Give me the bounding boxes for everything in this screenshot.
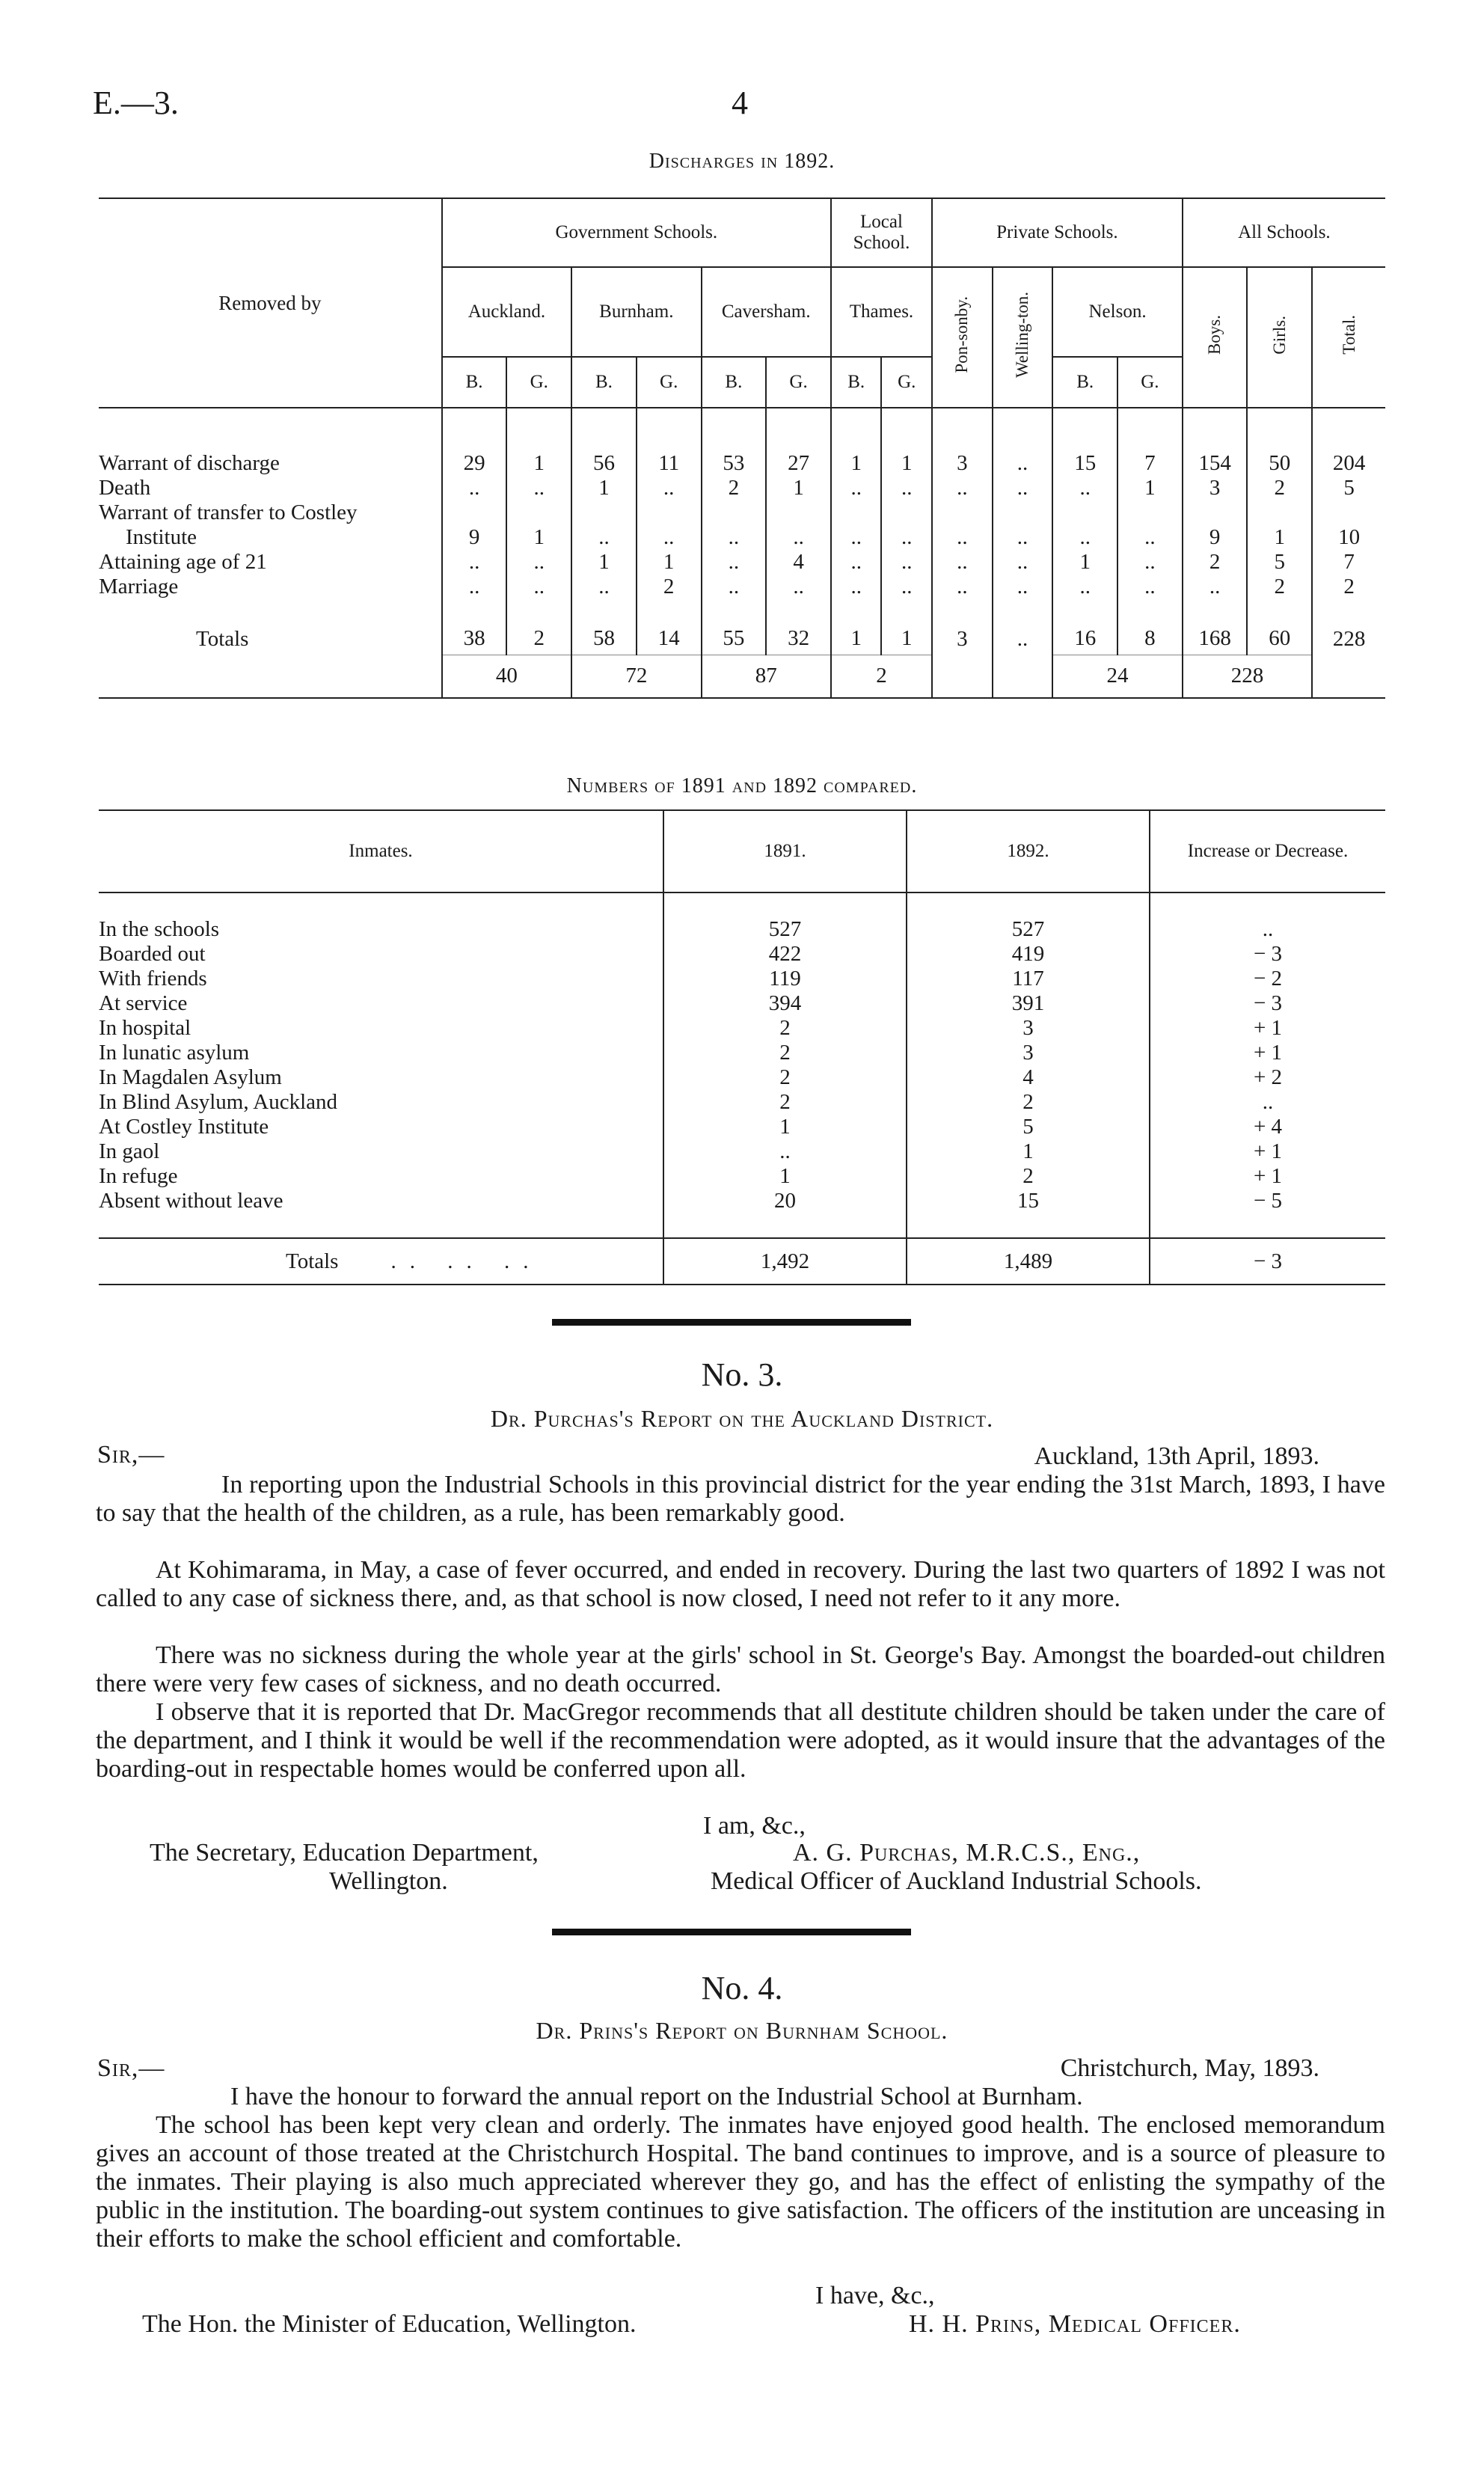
data-cell: .. xyxy=(1052,525,1117,550)
report3-closing: I am, &c., xyxy=(703,1812,806,1840)
report3-dateline: Auckland, 13th April, 1893. xyxy=(1034,1442,1319,1470)
row-label: In Magdalen Asylum xyxy=(99,1065,282,1089)
data-cell xyxy=(571,500,637,525)
data-cell: .. xyxy=(571,525,637,550)
report3-paragraph: I observe that it is reported that Dr. MacGregor recommends that all destitute children should be taken under the care of the department, and I think it would be well if the recommendation were adopted, as it would insure that the advantages of the boarding-out in respectable homes would be conferred upon all. xyxy=(96,1698,1385,1783)
subtotals-row xyxy=(99,655,1385,698)
value-1892: 2 xyxy=(907,1090,1150,1115)
total-cell: 14 xyxy=(637,623,702,655)
data-cell xyxy=(1183,500,1248,525)
value-1892: 419 xyxy=(907,942,1150,967)
data-cell: 27 xyxy=(766,451,831,476)
col-header: G. xyxy=(1117,357,1183,408)
inmates-row xyxy=(99,1016,1385,1041)
row-label: Warrant of transfer to Costley xyxy=(99,500,358,524)
removed-by-header: Removed by xyxy=(99,198,442,408)
data-cell: 1 xyxy=(506,451,571,476)
value-1891: 394 xyxy=(663,991,907,1016)
data-cell: .. xyxy=(932,525,993,550)
value-change: − 5 xyxy=(1150,1189,1385,1213)
total-cell: 38 xyxy=(442,623,507,655)
data-cell: 3 xyxy=(932,451,993,476)
total-cell: 16 xyxy=(1052,623,1117,655)
subtotal-cell: 87 xyxy=(702,655,831,698)
data-cell: .. xyxy=(831,525,882,550)
data-cell: 1 xyxy=(1247,525,1312,550)
row-label: At Costley Institute xyxy=(99,1115,269,1139)
value-1891: 2 xyxy=(663,1065,907,1090)
data-cell: 154 xyxy=(1183,451,1248,476)
value-change: − 3 xyxy=(1150,991,1385,1016)
discharge-row xyxy=(99,575,1385,599)
report4-title: Dr. Prins's Report on Burnham School. xyxy=(536,2017,948,2044)
inmates-row xyxy=(99,942,1385,967)
data-cell xyxy=(1117,500,1183,525)
discharge-row xyxy=(99,550,1385,575)
table2-title: Numbers of 1891 and 1892 compared. xyxy=(566,774,918,797)
data-cell xyxy=(881,500,932,525)
col-header: G. xyxy=(766,357,831,408)
burnham-header: Burnham. xyxy=(571,267,701,357)
data-cell: 9 xyxy=(1183,525,1248,550)
report3-addressee: The Secretary, Education Department, xyxy=(150,1839,539,1867)
data-cell: .. xyxy=(831,550,882,575)
data-cell: 1 xyxy=(571,476,637,500)
data-cell: 56 xyxy=(571,451,637,476)
total-cell: 228 xyxy=(1312,623,1385,655)
value-1891: 527 xyxy=(663,917,907,942)
discharges-table xyxy=(99,198,1385,699)
data-cell: .. xyxy=(881,550,932,575)
gov-schools-header: Government Schools. xyxy=(442,198,831,267)
data-cell: .. xyxy=(932,550,993,575)
discharge-row xyxy=(99,476,1385,500)
auckland-header: Auckland. xyxy=(442,267,571,357)
value-1891: 119 xyxy=(663,967,907,991)
totals-row xyxy=(99,1238,1385,1285)
report4-number: No. 4. xyxy=(701,1970,783,2006)
data-cell: .. xyxy=(637,476,702,500)
data-cell: 2 xyxy=(702,476,767,500)
total-cell: 32 xyxy=(766,623,831,655)
value-change: − 3 xyxy=(1150,942,1385,967)
data-cell xyxy=(993,500,1053,525)
row-label: Absent without leave xyxy=(99,1189,283,1213)
section-divider xyxy=(552,1319,911,1326)
inmates-row xyxy=(99,1164,1385,1189)
data-cell: .. xyxy=(932,476,993,500)
data-cell xyxy=(702,500,767,525)
row-label: In lunatic asylum xyxy=(99,1041,250,1065)
data-cell: 7 xyxy=(1117,451,1183,476)
report4-closing: I have, &c., xyxy=(815,2282,935,2309)
year-1891-header: 1891. xyxy=(663,810,907,893)
total-cell: 168 xyxy=(1183,623,1248,655)
change-header: Increase or Decrease. xyxy=(1150,810,1385,893)
boys-header: Boys. xyxy=(1183,267,1248,408)
data-cell: .. xyxy=(442,476,507,500)
data-cell: 1 xyxy=(766,476,831,500)
report3-paragraph: There was no sickness during the whole year at the girls' school in St. George's Bay. Amongst the boarded-out children there were very few cases of sickness, and no death occurred. xyxy=(96,1641,1385,1697)
col-header: G. xyxy=(637,357,702,408)
total-cell: 60 xyxy=(1247,623,1312,655)
row-label: In hospital xyxy=(99,1016,191,1040)
inmates-header: Inmates. xyxy=(99,810,663,893)
report3-number: No. 3. xyxy=(701,1356,783,1393)
section-divider xyxy=(552,1929,911,1935)
report3-addressee-city: Wellington. xyxy=(329,1867,448,1895)
data-cell: .. xyxy=(993,451,1053,476)
row-label: In Blind Asylum, Auckland xyxy=(99,1090,337,1114)
col-header: G. xyxy=(881,357,932,408)
inmates-row xyxy=(99,991,1385,1016)
data-cell xyxy=(1312,500,1385,525)
value-1892: 117 xyxy=(907,967,1150,991)
value-change: + 1 xyxy=(1150,1041,1385,1065)
row-label: Boarded out xyxy=(99,942,206,966)
inmates-row xyxy=(99,967,1385,991)
total-change: − 3 xyxy=(1150,1238,1385,1285)
data-cell: .. xyxy=(766,575,831,599)
report4-salutation: Sir,— xyxy=(97,2054,165,2082)
value-1891: 2 xyxy=(663,1041,907,1065)
value-1892: 3 xyxy=(907,1016,1150,1041)
data-cell: .. xyxy=(1052,476,1117,500)
data-cell: 5 xyxy=(1247,550,1312,575)
data-cell: 11 xyxy=(637,451,702,476)
data-cell: 1 xyxy=(571,550,637,575)
col-header: B. xyxy=(702,357,767,408)
data-cell xyxy=(766,500,831,525)
value-1891: 1 xyxy=(663,1164,907,1189)
data-cell: 2 xyxy=(1183,550,1248,575)
data-cell: 10 xyxy=(1312,525,1385,550)
data-cell: 2 xyxy=(1247,575,1312,599)
data-cell: 4 xyxy=(766,550,831,575)
data-cell: .. xyxy=(702,550,767,575)
total-1892: 1,489 xyxy=(907,1238,1150,1285)
data-cell: 2 xyxy=(637,575,702,599)
data-cell xyxy=(1247,500,1312,525)
data-cell xyxy=(637,500,702,525)
girls-header: Girls. xyxy=(1247,267,1312,408)
col-header: G. xyxy=(506,357,571,408)
total-cell: 1 xyxy=(831,623,882,655)
value-1891: 2 xyxy=(663,1090,907,1115)
total-cell: 58 xyxy=(571,623,637,655)
report4-dateline: Christchurch, May, 1893. xyxy=(1060,2054,1319,2082)
data-cell xyxy=(1052,500,1117,525)
data-cell: .. xyxy=(881,525,932,550)
data-cell: .. xyxy=(766,525,831,550)
local-school-header: Local School. xyxy=(831,198,932,267)
table1-title: Discharges in 1892. xyxy=(649,150,835,173)
report4-signer: H. H. Prins, Medical Officer. xyxy=(909,2310,1241,2338)
report4-paragraph: I have the honour to forward the annual report on the Industrial School at Burnham. xyxy=(230,2083,1083,2110)
col-header: B. xyxy=(831,357,882,408)
row-label: At service xyxy=(99,991,188,1015)
row-label: Death xyxy=(99,476,151,500)
thames-header: Thames. xyxy=(831,267,932,357)
discharge-row xyxy=(99,451,1385,476)
all-schools-header: All Schools. xyxy=(1183,198,1385,267)
subtotal-cell: 228 xyxy=(1183,655,1312,698)
col-header: B. xyxy=(442,357,507,408)
data-cell: .. xyxy=(932,575,993,599)
value-change: + 2 xyxy=(1150,1065,1385,1090)
report3-paragraph: At Kohimarama, in May, a case of fever occurred, and ended in recovery. During the last two quarters of 1892 I was not called to any case of sickness there, and, as that school is now closed, I need not refer to it any more. xyxy=(96,1556,1385,1612)
value-change: − 2 xyxy=(1150,967,1385,991)
report3-signer: A. G. Purchas, M.R.C.S., Eng., xyxy=(793,1839,1141,1867)
data-cell xyxy=(932,500,993,525)
data-cell: .. xyxy=(1117,525,1183,550)
inmates-row xyxy=(99,917,1385,942)
data-cell: .. xyxy=(993,525,1053,550)
value-change: + 4 xyxy=(1150,1115,1385,1139)
discharge-row xyxy=(99,525,1385,550)
value-1891: 422 xyxy=(663,942,907,967)
row-label: Attaining age of 21 xyxy=(99,550,267,574)
value-change: + 1 xyxy=(1150,1164,1385,1189)
data-cell: .. xyxy=(881,575,932,599)
value-change: + 1 xyxy=(1150,1139,1385,1164)
data-cell: .. xyxy=(442,550,507,575)
subtotal-cell: 24 xyxy=(1052,655,1182,698)
private-schools-header: Private Schools. xyxy=(932,198,1183,267)
inmates-row xyxy=(99,1189,1385,1213)
data-cell: .. xyxy=(571,575,637,599)
value-1892: 391 xyxy=(907,991,1150,1016)
total-cell: 8 xyxy=(1117,623,1183,655)
wellington-header: Welling-ton. xyxy=(993,267,1053,408)
discharge-row xyxy=(99,500,1385,525)
row-label: In refuge xyxy=(99,1164,178,1188)
data-cell: 1 xyxy=(1052,550,1117,575)
value-1891: 2 xyxy=(663,1016,907,1041)
total-cell: .. xyxy=(993,623,1053,655)
data-cell: .. xyxy=(1117,550,1183,575)
data-cell: 204 xyxy=(1312,451,1385,476)
data-cell: .. xyxy=(831,575,882,599)
totals-row xyxy=(99,623,1385,655)
report3-salutation: Sir,— xyxy=(97,1441,165,1469)
data-cell: 1 xyxy=(637,550,702,575)
total-1891: 1,492 xyxy=(663,1238,907,1285)
col-header: B. xyxy=(571,357,637,408)
value-change: .. xyxy=(1150,917,1385,942)
report3-signer-title: Medical Officer of Auckland Industrial Schools. xyxy=(711,1867,1202,1895)
data-cell xyxy=(442,500,507,525)
value-1892: 527 xyxy=(907,917,1150,942)
row-label: In the schools xyxy=(99,917,220,941)
data-cell: .. xyxy=(993,550,1053,575)
data-cell: 3 xyxy=(1183,476,1248,500)
data-cell: .. xyxy=(506,550,571,575)
nelson-header: Nelson. xyxy=(1052,267,1182,357)
col-header: B. xyxy=(1052,357,1117,408)
inmates-row xyxy=(99,1115,1385,1139)
total-cell: 1 xyxy=(881,623,932,655)
report3-title: Dr. Purchas's Report on the Auckland District. xyxy=(490,1405,994,1432)
row-label: In gaol xyxy=(99,1139,160,1163)
inmates-row xyxy=(99,1041,1385,1065)
data-cell: 1 xyxy=(831,451,882,476)
data-cell: .. xyxy=(993,476,1053,500)
data-cell: 1 xyxy=(1117,476,1183,500)
subtotal-cell: 2 xyxy=(831,655,932,698)
inmates-row xyxy=(99,1139,1385,1164)
data-cell: 9 xyxy=(442,525,507,550)
data-cell: 1 xyxy=(881,451,932,476)
row-label: Warrant of discharge xyxy=(99,451,280,475)
report4-paragraph: The school has been kept very clean and orderly. The inmates have enjoyed good health. The enclosed memorandum gives an account of those treated at the Christchurch Hospital. The band continues to improve, and is a source of pleasure to the inmates. Their playing is also much appreciated wherever they go, and has the effect of enlisting the sympathy of the public in the institution. The boarding-out system continues to give satisfaction. The officers of the institution are unceasing in their efforts to make the school efficient and comfortable. xyxy=(96,2111,1385,2253)
data-cell: .. xyxy=(442,575,507,599)
total-header: Total. xyxy=(1312,267,1385,408)
comparison-table xyxy=(99,809,1385,1285)
value-1892: 15 xyxy=(907,1189,1150,1213)
data-cell xyxy=(506,500,571,525)
totals-label: Totals .. .. .. xyxy=(99,1238,663,1285)
data-cell: 1 xyxy=(506,525,571,550)
page-number: 4 xyxy=(732,85,748,121)
data-cell: 7 xyxy=(1312,550,1385,575)
data-cell: 15 xyxy=(1052,451,1117,476)
caversham-header: Caversham. xyxy=(702,267,831,357)
value-1891: .. xyxy=(663,1139,907,1164)
data-cell: 2 xyxy=(1247,476,1312,500)
data-cell: .. xyxy=(702,525,767,550)
row-label: Marriage xyxy=(99,575,179,598)
subtotal-cell: 40 xyxy=(442,655,571,698)
ponsonby-header: Pon-sonby. xyxy=(932,267,993,408)
data-cell: .. xyxy=(1183,575,1248,599)
data-cell: .. xyxy=(881,476,932,500)
data-cell: .. xyxy=(702,575,767,599)
report3-paragraph: In reporting upon the Industrial Schools in this provincial district for the year ending the 31st March, 1893, I have to say that the health of the children, as a rule, has been remarkably good. xyxy=(96,1471,1385,1527)
total-cell: 3 xyxy=(932,623,993,655)
data-cell: .. xyxy=(506,476,571,500)
row-label: Institute xyxy=(126,525,197,549)
total-cell: 2 xyxy=(506,623,571,655)
inmates-row xyxy=(99,1065,1385,1090)
data-cell: .. xyxy=(993,575,1053,599)
data-cell: 29 xyxy=(442,451,507,476)
data-cell: .. xyxy=(637,525,702,550)
report4-addressee: The Hon. the Minister of Education, Wellington. xyxy=(142,2310,637,2338)
value-1891: 1 xyxy=(663,1115,907,1139)
data-cell xyxy=(831,500,882,525)
year-1892-header: 1892. xyxy=(907,810,1150,893)
value-1892: 4 xyxy=(907,1065,1150,1090)
value-1892: 5 xyxy=(907,1115,1150,1139)
data-cell: 5 xyxy=(1312,476,1385,500)
value-1892: 1 xyxy=(907,1139,1150,1164)
value-1891: 20 xyxy=(663,1189,907,1213)
totals-label: Totals xyxy=(196,626,249,651)
data-cell: 50 xyxy=(1247,451,1312,476)
subtotal-cell: 72 xyxy=(571,655,701,698)
value-change: .. xyxy=(1150,1090,1385,1115)
value-1892: 2 xyxy=(907,1164,1150,1189)
total-cell: 55 xyxy=(702,623,767,655)
value-change: + 1 xyxy=(1150,1016,1385,1041)
inmates-row xyxy=(99,1090,1385,1115)
value-1892: 3 xyxy=(907,1041,1150,1065)
doc-code: E.—3. xyxy=(93,85,179,121)
data-cell: 53 xyxy=(702,451,767,476)
data-cell: .. xyxy=(1052,575,1117,599)
data-cell: .. xyxy=(506,575,571,599)
data-cell: .. xyxy=(1117,575,1183,599)
row-label: With friends xyxy=(99,967,207,991)
data-cell: 2 xyxy=(1312,575,1385,599)
data-cell: .. xyxy=(831,476,882,500)
